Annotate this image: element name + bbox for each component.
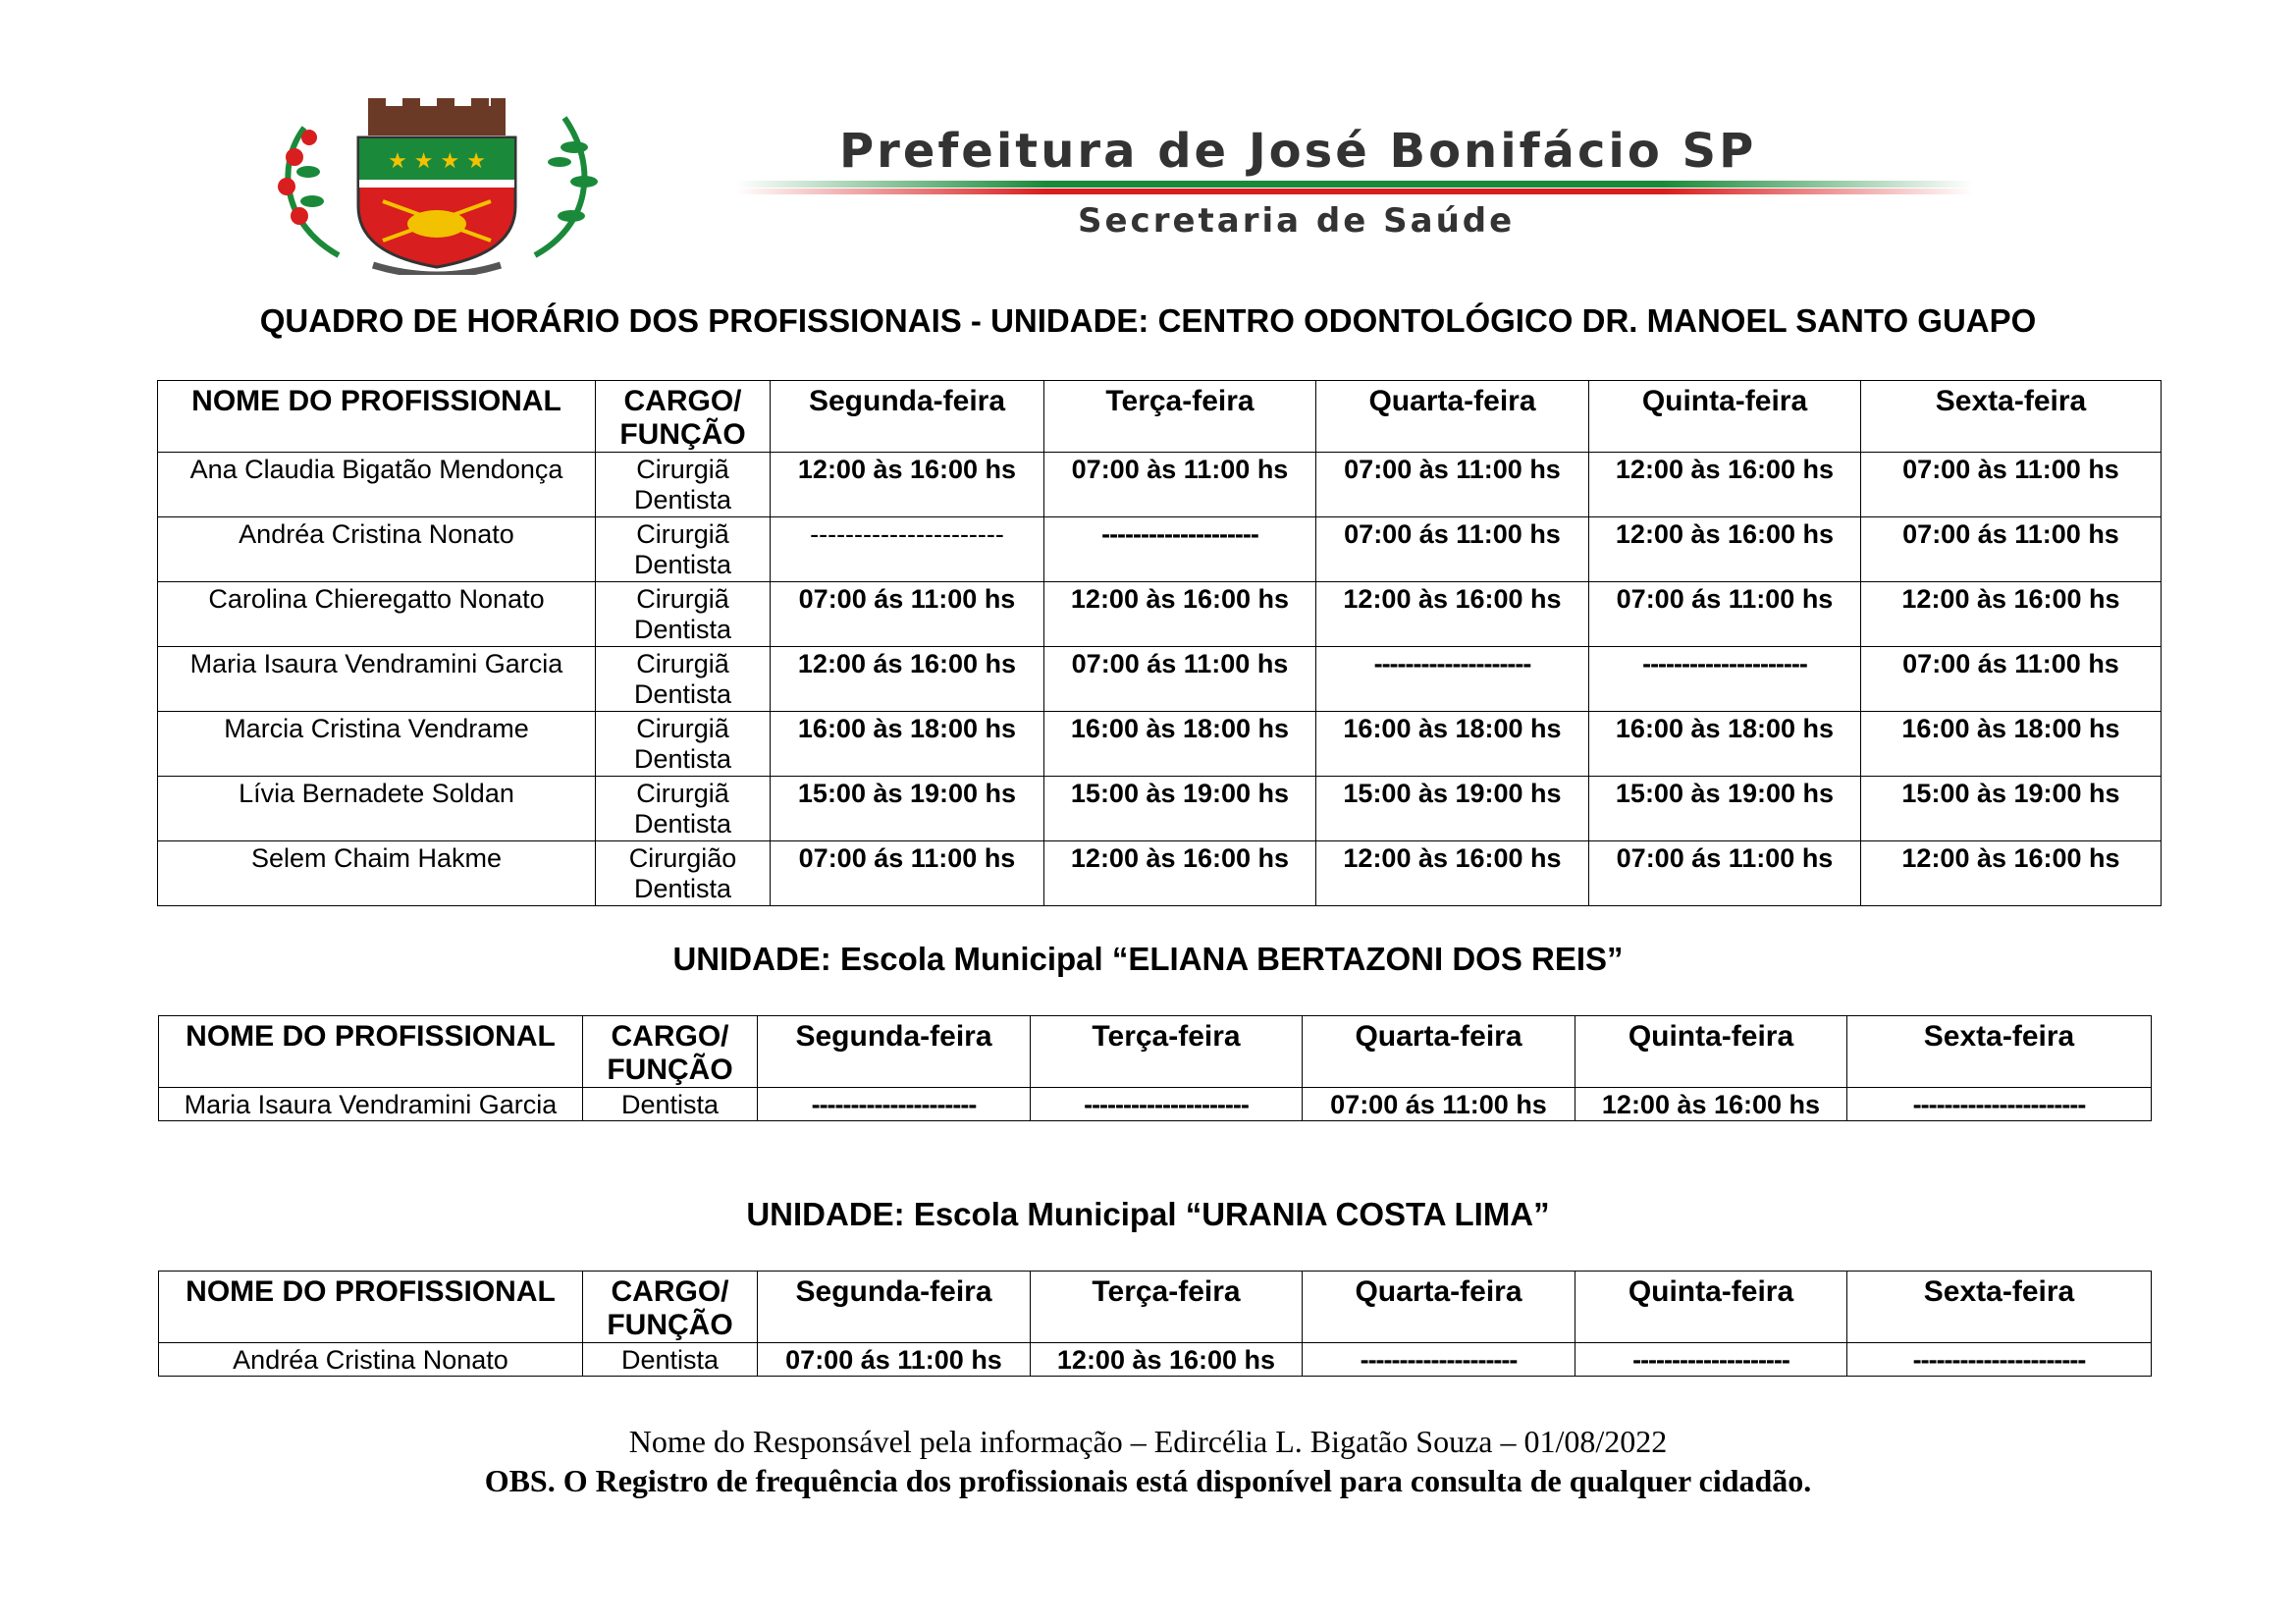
schedule-cell: 07:00 ás 11:00 hs [771, 841, 1044, 906]
column-header: NOME DO PROFISSIONAL [159, 1016, 583, 1088]
column-header: Sexta-feira [1847, 1016, 2152, 1088]
table-header-row [158, 381, 2162, 453]
role-cell: Cirurgiã Dentista [596, 712, 771, 777]
schedule-cell: 07:00 ás 11:00 hs [1861, 517, 2162, 582]
column-header: Quarta-feira [1303, 1016, 1575, 1088]
table-header-row [159, 1016, 2152, 1088]
table-row [158, 517, 2162, 582]
column-header: Segunda-feira [758, 1272, 1031, 1343]
column-header: Quinta-feira [1575, 1272, 1847, 1343]
schedule-cell-empty: ---------------------- [1847, 1088, 2152, 1121]
schedule-cell-empty: --------------------- [1031, 1088, 1303, 1121]
org-title: Prefeitura de José Bonifácio SP [839, 124, 1757, 179]
role-cell: Dentista [583, 1088, 758, 1121]
schedule-cell-empty: --------------------- [1589, 647, 1861, 712]
column-header: Sexta-feira [1861, 381, 2162, 453]
professional-name: Ana Claudia Bigatão Mendonça [158, 453, 596, 517]
schedule-cell-empty: ---------------------- [1847, 1343, 2152, 1377]
schedule-cell: 16:00 às 18:00 hs [1316, 712, 1589, 777]
schedule-cell: 12:00 às 16:00 hs [1031, 1343, 1303, 1377]
column-header: Terça-feira [1044, 381, 1316, 453]
role-cell: Cirurgiã Dentista [596, 647, 771, 712]
schedule-cell: 07:00 ás 11:00 hs [1589, 841, 1861, 906]
decorative-stripe [736, 181, 1973, 198]
section-title-centro-odontologico: QUADRO DE HORÁRIO DOS PROFISSIONAIS - UNIDADE: CENTRO ODONTOLÓGICO DR. MANOEL SANTO GUAPO [259, 302, 2037, 339]
professional-name: Maria Isaura Vendramini Garcia [159, 1088, 583, 1121]
schedule-cell: 07:00 ás 11:00 hs [1589, 582, 1861, 647]
schedule-cell: 07:00 ás 11:00 hs [771, 582, 1044, 647]
observation-note: OBS. O Registro de frequência dos profissionais está disponível para consulta de qualquer cidadão. [484, 1463, 1812, 1498]
table-header-row [159, 1272, 2152, 1343]
schedule-table-centro-odontologico [157, 380, 2162, 906]
schedule-cell: 16:00 às 18:00 hs [1044, 712, 1316, 777]
column-header: Terça-feira [1031, 1016, 1303, 1088]
column-header: CARGO/ FUNÇÃO [583, 1016, 758, 1088]
column-header: Quinta-feira [1589, 381, 1861, 453]
schedule-table-eliana-bertazoni [158, 1015, 2152, 1121]
municipal-coat-of-arms-icon [265, 98, 609, 275]
table-row [159, 1088, 2152, 1121]
schedule-cell-empty: --------------------- [758, 1088, 1031, 1121]
schedule-cell: 15:00 às 19:00 hs [1316, 777, 1589, 841]
schedule-cell: 12:00 às 16:00 hs [1044, 841, 1316, 906]
role-cell: Cirurgiã Dentista [596, 777, 771, 841]
table-row [158, 453, 2162, 517]
schedule-cell: 12:00 às 16:00 hs [1861, 841, 2162, 906]
schedule-cell: 12:00 às 16:00 hs [1316, 841, 1589, 906]
schedule-cell: 07:00 ás 11:00 hs [1316, 517, 1589, 582]
schedule-cell-empty: -------------------- [1303, 1343, 1575, 1377]
column-header: Quarta-feira [1316, 381, 1589, 453]
schedule-cell: 15:00 às 19:00 hs [1044, 777, 1316, 841]
schedule-cell: 12:00 às 16:00 hs [1861, 582, 2162, 647]
svg-text:★ ★ ★ ★: ★ ★ ★ ★ [388, 149, 486, 174]
column-header: NOME DO PROFISSIONAL [159, 1272, 583, 1343]
column-header: Sexta-feira [1847, 1272, 2152, 1343]
table-row [158, 777, 2162, 841]
schedule-cell: 07:00 ás 11:00 hs [758, 1343, 1031, 1377]
professional-name: Carolina Chieregatto Nonato [158, 582, 596, 647]
schedule-cell: 12:00 às 16:00 hs [1575, 1088, 1847, 1121]
schedule-cell: 12:00 às 16:00 hs [1589, 453, 1861, 517]
schedule-cell-empty: ---------------------- [771, 517, 1044, 582]
table-row [158, 582, 2162, 647]
schedule-cell: 07:00 ás 11:00 hs [1861, 647, 2162, 712]
column-header: CARGO/ FUNÇÃO [596, 381, 771, 453]
department-title: Secretaria de Saúde [1078, 201, 1516, 241]
schedule-cell: 16:00 às 18:00 hs [1589, 712, 1861, 777]
role-cell: Cirurgião Dentista [596, 841, 771, 906]
schedule-cell: 07:00 às 11:00 hs [1861, 453, 2162, 517]
column-header: Quarta-feira [1303, 1272, 1575, 1343]
schedule-cell: 07:00 às 11:00 hs [1316, 453, 1589, 517]
schedule-cell: 16:00 às 18:00 hs [1861, 712, 2162, 777]
schedule-cell: 15:00 às 19:00 hs [771, 777, 1044, 841]
column-header: Quinta-feira [1575, 1016, 1847, 1088]
role-cell: Cirurgiã Dentista [596, 517, 771, 582]
professional-name: Lívia Bernadete Soldan [158, 777, 596, 841]
letterhead [0, 0, 2296, 285]
schedule-cell: 12:00 às 16:00 hs [1044, 582, 1316, 647]
schedule-cell-empty: -------------------- [1575, 1343, 1847, 1377]
schedule-cell: 12:00 ás 16:00 hs [771, 647, 1044, 712]
schedule-cell-empty: -------------------- [1316, 647, 1589, 712]
schedule-cell: 15:00 às 19:00 hs [1861, 777, 2162, 841]
role-cell: Cirurgiã Dentista [596, 453, 771, 517]
column-header: Terça-feira [1031, 1272, 1303, 1343]
schedule-cell: 07:00 ás 11:00 hs [1303, 1088, 1575, 1121]
column-header: Segunda-feira [758, 1016, 1031, 1088]
schedule-cell: 07:00 às 11:00 hs [1044, 453, 1316, 517]
professional-name: Selem Chaim Hakme [158, 841, 596, 906]
schedule-cell: 15:00 às 19:00 hs [1589, 777, 1861, 841]
schedule-cell: 12:00 às 16:00 hs [771, 453, 1044, 517]
professional-name: Andréa Cristina Nonato [159, 1343, 583, 1377]
section-title-eliana-bertazoni: UNIDADE: Escola Municipal “ELIANA BERTAZONI DOS REIS” [672, 941, 1624, 977]
schedule-cell: 07:00 ás 11:00 hs [1044, 647, 1316, 712]
table-row [159, 1343, 2152, 1377]
professional-name: Marcia Cristina Vendrame [158, 712, 596, 777]
schedule-table-urania-costa-lima [158, 1271, 2152, 1377]
professional-name: Maria Isaura Vendramini Garcia [158, 647, 596, 712]
column-header: CARGO/ FUNÇÃO [583, 1272, 758, 1343]
table-row [158, 841, 2162, 906]
table-row [158, 647, 2162, 712]
role-cell: Cirurgiã Dentista [596, 582, 771, 647]
responsible-line: Nome do Responsável pela informação – Edircélia L. Bigatão Souza – 01/08/2022 [628, 1424, 1668, 1459]
professional-name: Andréa Cristina Nonato [158, 517, 596, 582]
schedule-cell-empty: -------------------- [1044, 517, 1316, 582]
table-row [158, 712, 2162, 777]
schedule-cell: 12:00 às 16:00 hs [1589, 517, 1861, 582]
column-header: Segunda-feira [771, 381, 1044, 453]
section-title-urania-costa-lima: UNIDADE: Escola Municipal “URANIA COSTA LIMA” [746, 1196, 1550, 1232]
column-header: NOME DO PROFISSIONAL [158, 381, 596, 453]
role-cell: Dentista [583, 1343, 758, 1377]
schedule-cell: 16:00 às 18:00 hs [771, 712, 1044, 777]
schedule-cell: 12:00 às 16:00 hs [1316, 582, 1589, 647]
